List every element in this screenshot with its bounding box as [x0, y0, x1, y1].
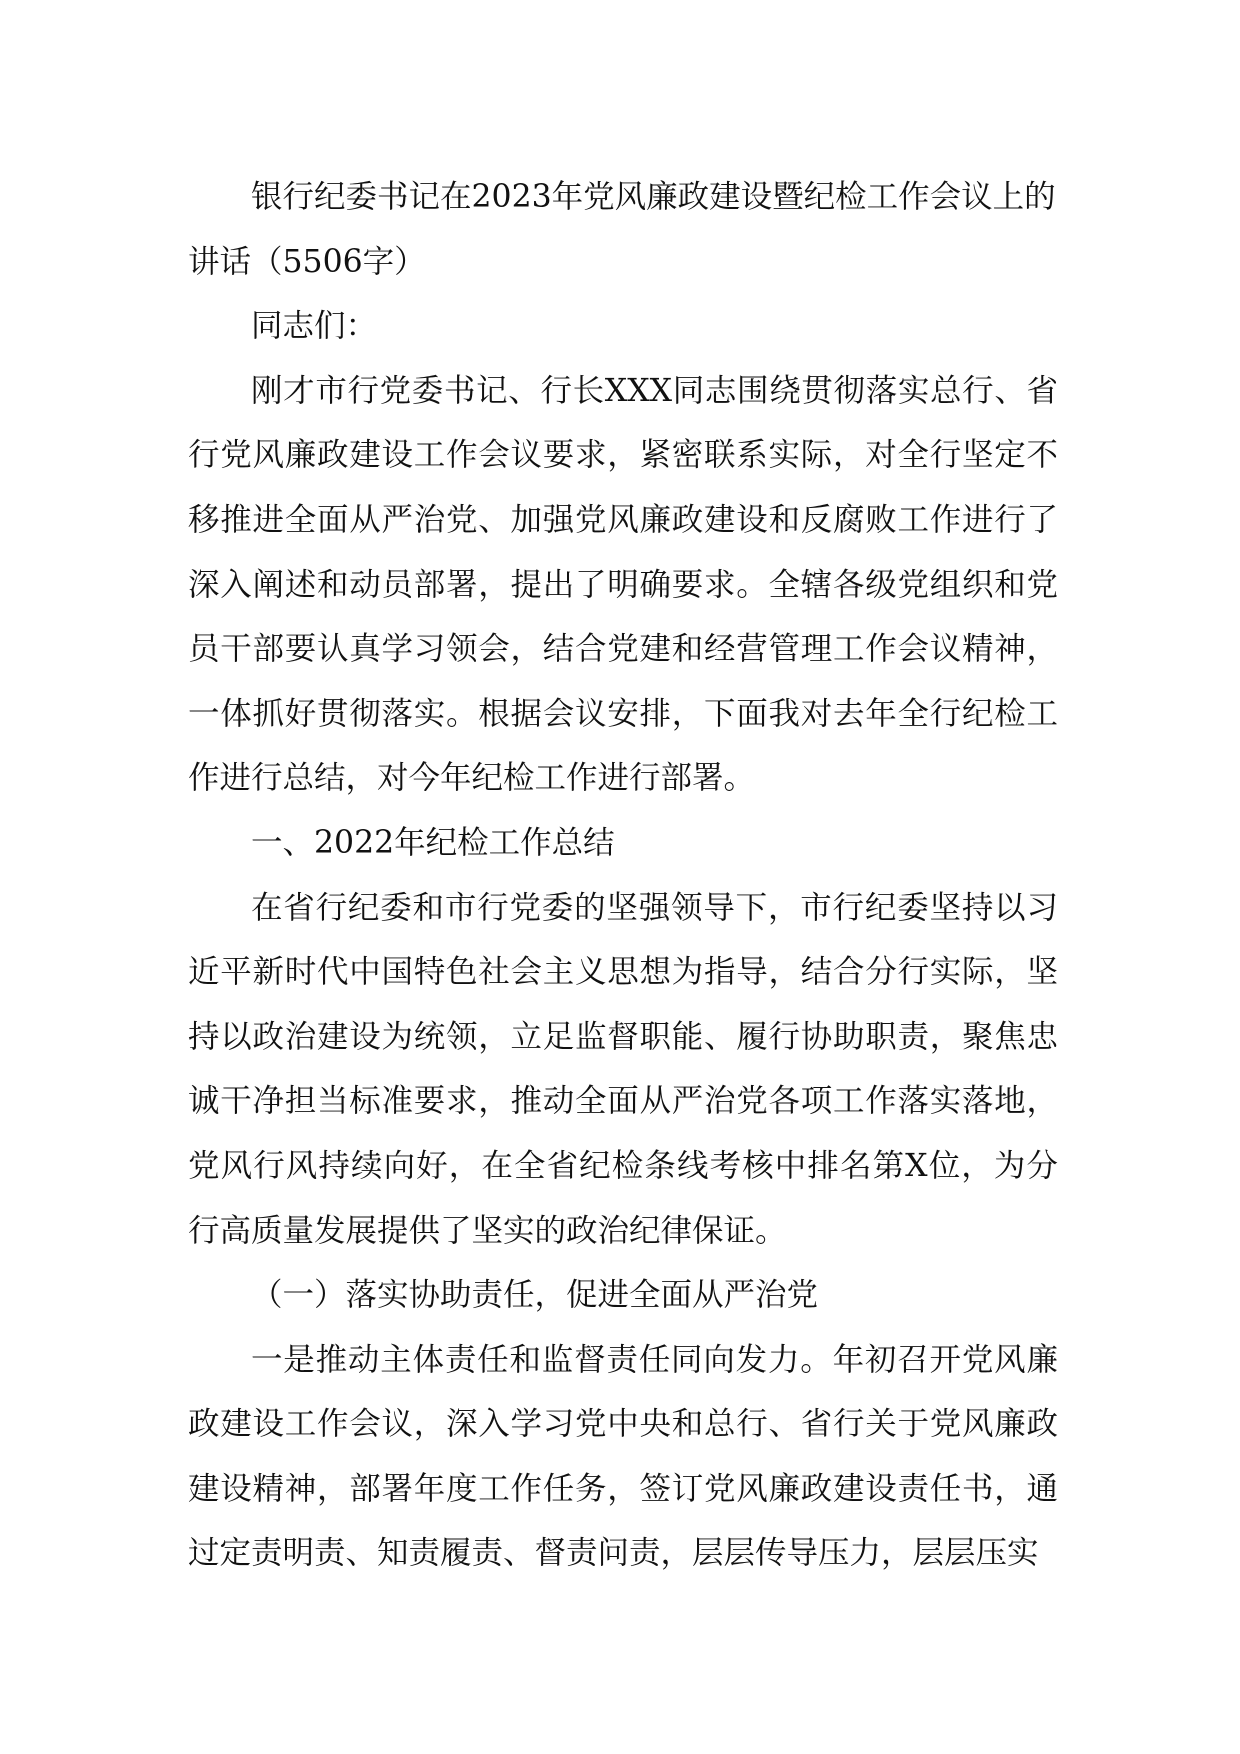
salutation: 同志们： [251, 308, 378, 345]
document-body [188, 165, 1058, 1586]
subsection-heading-1: （一）落实协助责任，促进全面从严治党 [251, 1277, 819, 1314]
document-title: 银行纪委书记在2023年党风廉政建设暨纪检工作会议上的讲话（5506字） [188, 179, 1056, 280]
intro-paragraph: 刚才市行党委书记、行长XXX同志围绕贯彻落实总行、省行党风廉政建设工作会议要求，紧密联系实际，对全行坚定不移推进全面从严治党、加强党风廉政建设和反腐败工作进行了深入阐述和动员部署，提出了明确要求。全辖各级党组织和党员干部要认真学习领会，结合党建和经营管理工作会议精神，一体抓好贯彻落实。根据会议安排，下面我对去年全行纪检工作进行总结，对今年纪检工作进行部署。 [188, 372, 1058, 797]
subsection-paragraph-1: 一是推动主体责任和监督责任同向发力。年初召开党风廉政建设工作会议，深入学习党中央和总行、省行关于党风廉政建设精神，部署年度工作任务，签订党风廉政建设责任书，通过定责明责、知责履责、督责问责，层层传导压力，层层压实 [188, 1341, 1058, 1572]
section-paragraph-1: 在省行纪委和市行党委的坚强领导下，市行纪委坚持以习近平新时代中国特色社会主义思想为指导，结合分行实际，坚持以政治建设为统领，立足监督职能、履行协助职责，聚焦忠诚干净担当标准要求，推动全面从严治党各项工作落实落地，党风行风持续向好，在全省纪检条线考核中排名第X位，为分行高质量发展提供了坚实的政治纪律保证。 [188, 889, 1058, 1249]
section-heading-1: 一、2022年纪检工作总结 [251, 824, 615, 861]
